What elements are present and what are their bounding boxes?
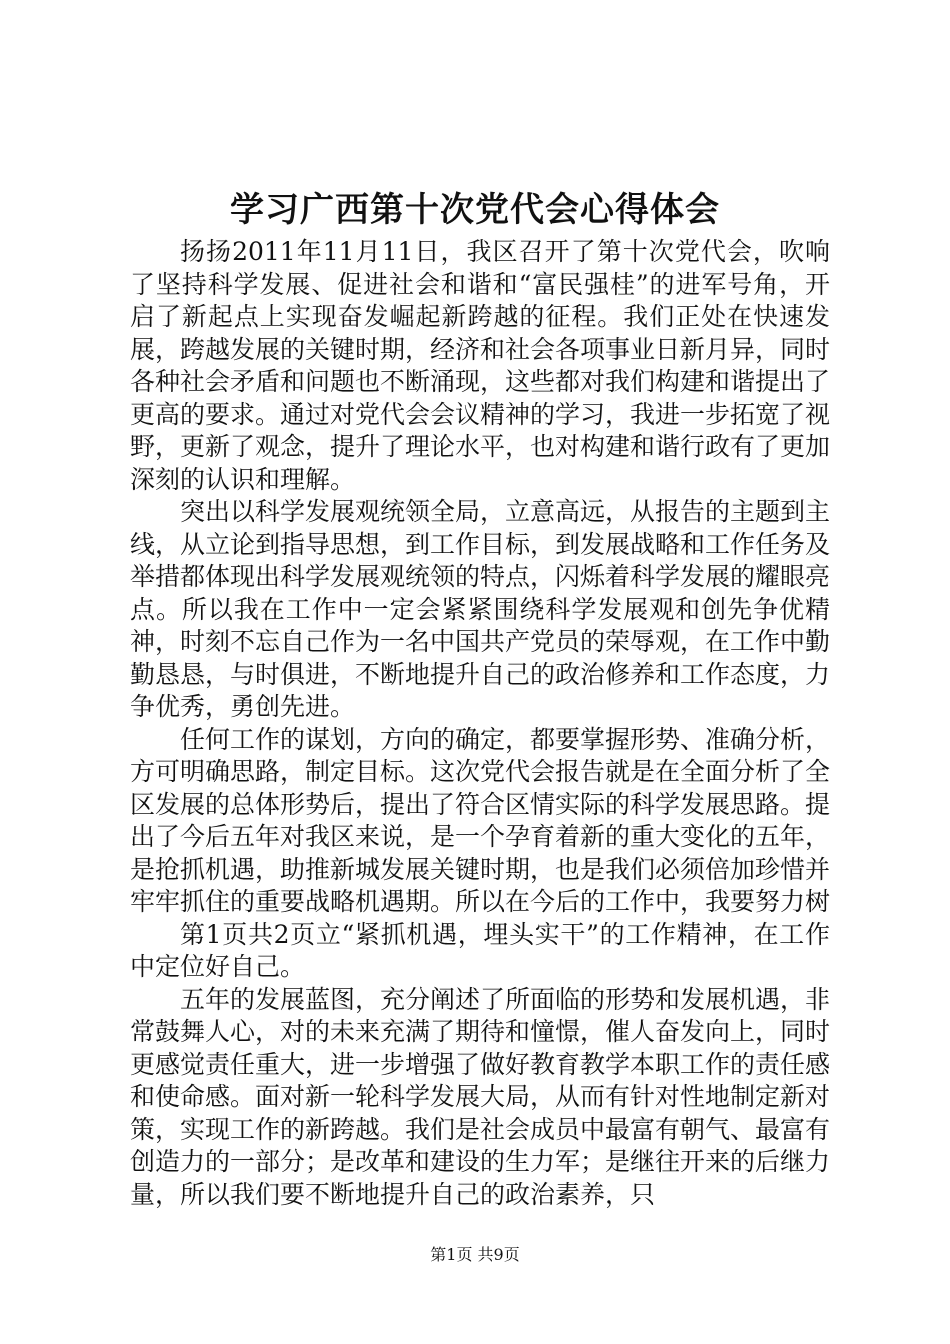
document-body <box>130 236 830 1211</box>
paragraph-4: 第1页共2页立“紧抓机遇，埋头实干”的工作精神，在工作中定位好自己。 <box>130 919 830 981</box>
document-title: 学习广西第十次党代会心得体会 <box>230 190 720 230</box>
page-number-footer: 第1页 共9页 <box>430 1245 520 1264</box>
paragraph-1: 扬扬2011年11月11日，我区召开了第十次党代会，吹响了坚持科学发展、促进社会和谐和“富民强桂”的进军号角，开启了新起点上实现奋发崛起新跨越的征程。我们正处在快速发展，跨越发展的关键时期，经济和社会各项事业日新月异，同时各种社会矛盾和问题也不断涌现，这些都对我们构建和谐提出了更高的要求。通过对党代会会议精神的学习，我进一步拓宽了视野，更新了观念，提升了理论水平，也对构建和谐行政有了更加深刻的认识和理解。 <box>130 237 831 494</box>
paragraph-5: 五年的发展蓝图，充分阐述了所面临的形势和发展机遇，非常鼓舞人心，对的未来充满了期待和憧憬，催人奋发向上，同时更感觉责任重大，进一步增强了做好教育教学本职工作的责任感和使命感。面对新一轮科学发展大局，从而有针对性地制定新对策，实现工作的新跨越。我们是社会成员中最富有朝气、最富有创造力的一部分；是改革和建设的生力军；是继往开来的后继力量，所以我们要不断地提升自己的政治素养，只 <box>130 984 831 1209</box>
paragraph-2: 突出以科学发展观统领全局，立意高远，从报告的主题到主线，从立论到指导思想，到工作目标，到发展战略和工作任务及举措都体现出科学发展观统领的特点，闪烁着科学发展的耀眼亮点。所以我在工作中一定会紧紧围绕科学发展观和创先争优精神，时刻不忘自己作为一名中国共产党员的荣辱观，在工作中勤勤恳恳，与时俱进，不断地提升自己的政治修养和工作态度，力争优秀，勇创先进。 <box>130 497 831 721</box>
paragraph-3: 任何工作的谋划，方向的确定，都要掌握形势、准确分析，方可明确思路，制定目标。这次党代会报告就是在全面分析了全区发展的总体形势后，提出了符合区情实际的科学发展思路。提出了今后五年对我区来说，是一个孕育着新的重大变化的五年，是抢抓机遇，助推新城发展关键时期，也是我们必须倍加珍惜并牢牢抓住的重要战略机遇期。所以在今后的工作中，我要努力树 <box>130 724 831 916</box>
